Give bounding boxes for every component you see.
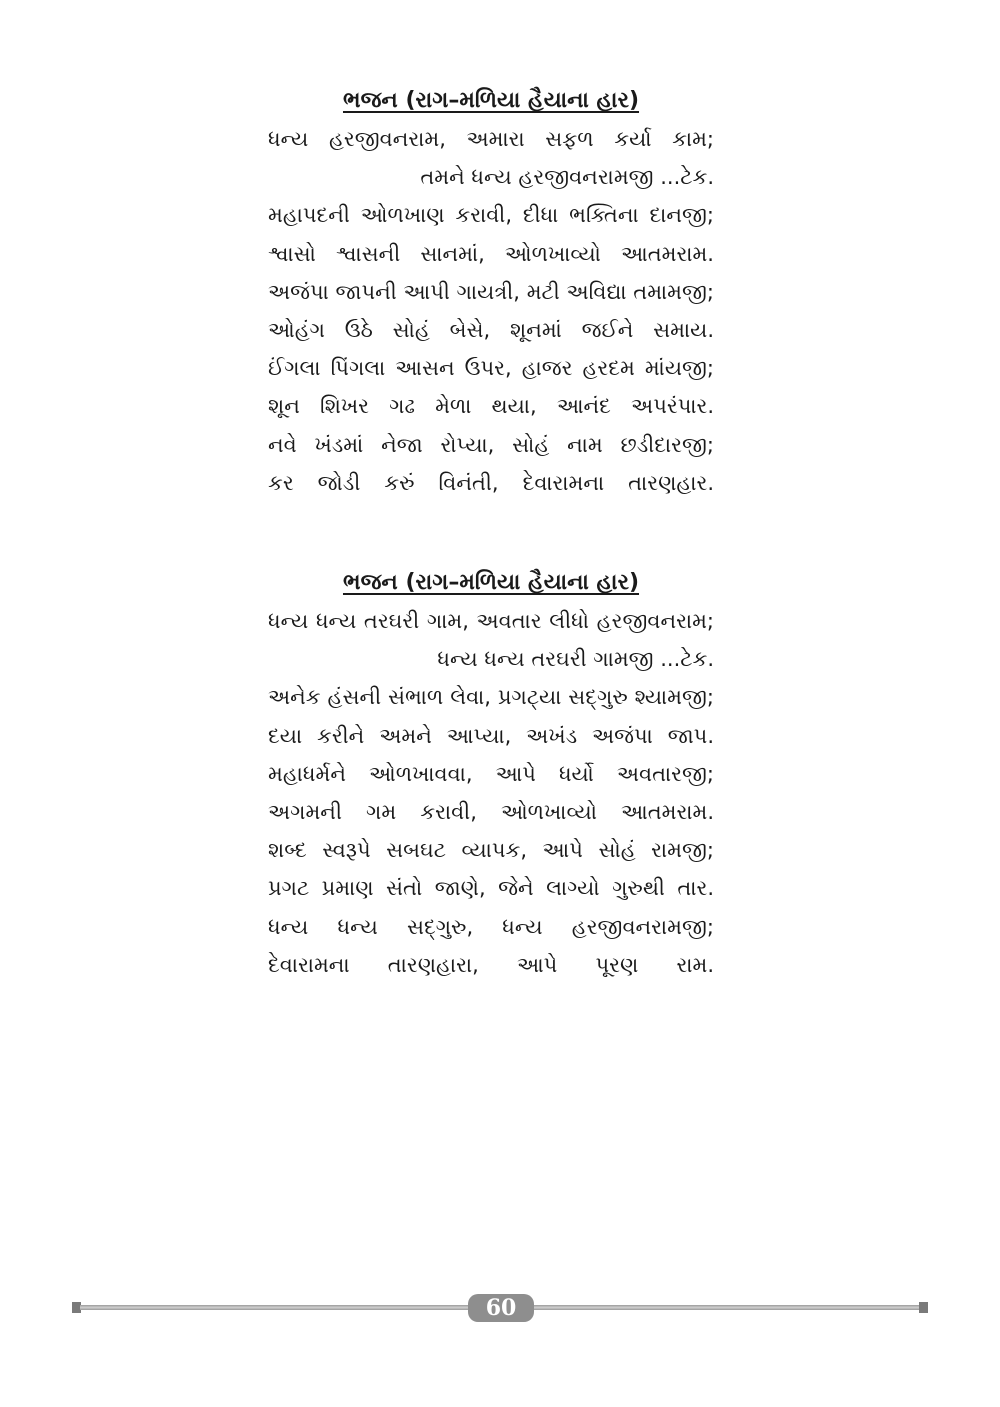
verse-line: અગમની ગમ કરાવી, ઓળખાવ્યો આતમરામ. (268, 799, 714, 824)
verse-line: કર જોડી કરું વિનંતી, દેવારામના તારણહાર. (268, 470, 714, 495)
refrain-line: ધન્ય ધન્ય તરઘરી ગામજી ...ટેક. (437, 647, 714, 672)
footer-rule (534, 1305, 920, 1310)
verse-line: મહાપદની ઓળખાણ કરાવી, દીધા ભક્તિના દાનજી; (268, 203, 714, 228)
refrain-line: તમને ધન્ય હરજીવનરામજી ...ટેક. (420, 165, 714, 190)
verse-line: ઓહંગ ઉઠે સોહં બેસે, શૂનમાં જઈને સમાય. (268, 317, 714, 342)
verse-line: અનેક હંસની સંભાળ લેવા, પ્રગટ્યા સદ્ગુરુ શ્યામજી; (268, 685, 714, 710)
verse-line: નવે ખંડમાં નેજા રોપ્યા, સોહં નામ છડીદારજી; (268, 432, 714, 457)
page-number: 60 (468, 1294, 534, 1322)
verse-line: દયા કરીને અમને આપ્યા, અખંડ અજંપા જાપ. (268, 723, 714, 748)
page-footer (72, 1294, 928, 1322)
footer-rule-cap (919, 1302, 928, 1313)
bhajan-section-1 (268, 82, 714, 502)
verse-line: મહાધર્મને ઓળખાવવા, આપે ધર્યો અવતારજી; (268, 761, 714, 786)
verse-line: ઈંગલા પિંગલા આસન ઉપર, હાજર હરદમ માંયજી; (268, 356, 714, 381)
section-heading: ભજન (રાગ–મળિયા હૈયાના હાર) (342, 570, 640, 595)
verse-line: ધન્ય ધન્ય સદ્ગુરુ, ધન્ય હરજીવનરામજી; (268, 914, 714, 939)
verse-line: શૂન શિખર ગઢ મેળા થયા, આનંદ અપરંપાર. (268, 394, 714, 419)
bhajan-section-2 (268, 564, 714, 984)
verse-line: અજંપા જાપની આપી ગાયત્રી, મટી અવિદ્યા તમામજી; (268, 279, 714, 304)
footer-rule (80, 1305, 468, 1310)
verse-line: ધન્ય ધન્ય તરઘરી ગામ, અવતાર લીધો હરજીવનરામ; (268, 609, 714, 633)
section-heading: ભજન (રાગ–મળિયા હૈયાના હાર) (342, 88, 640, 113)
verse-line: પ્રગટ પ્રમાણ સંતો જાણે, જેને લાગ્યો ગુરુથી તાર. (268, 876, 714, 901)
verse-line: શ્વાસો શ્વાસની સાનમાં, ઓળખાવ્યો આતમરામ. (268, 241, 714, 266)
verse-line: દેવારામના તારણહારા, આપે પૂરણ રામ. (268, 952, 714, 977)
verse-line: શબ્દ સ્વરૂપે સબઘટ વ્યાપક, આપે સોહં રામજી; (268, 838, 714, 863)
verse-line: ધન્ય હરજીવનરામ, અમારા સફળ કર્યા કામ; (268, 127, 714, 151)
